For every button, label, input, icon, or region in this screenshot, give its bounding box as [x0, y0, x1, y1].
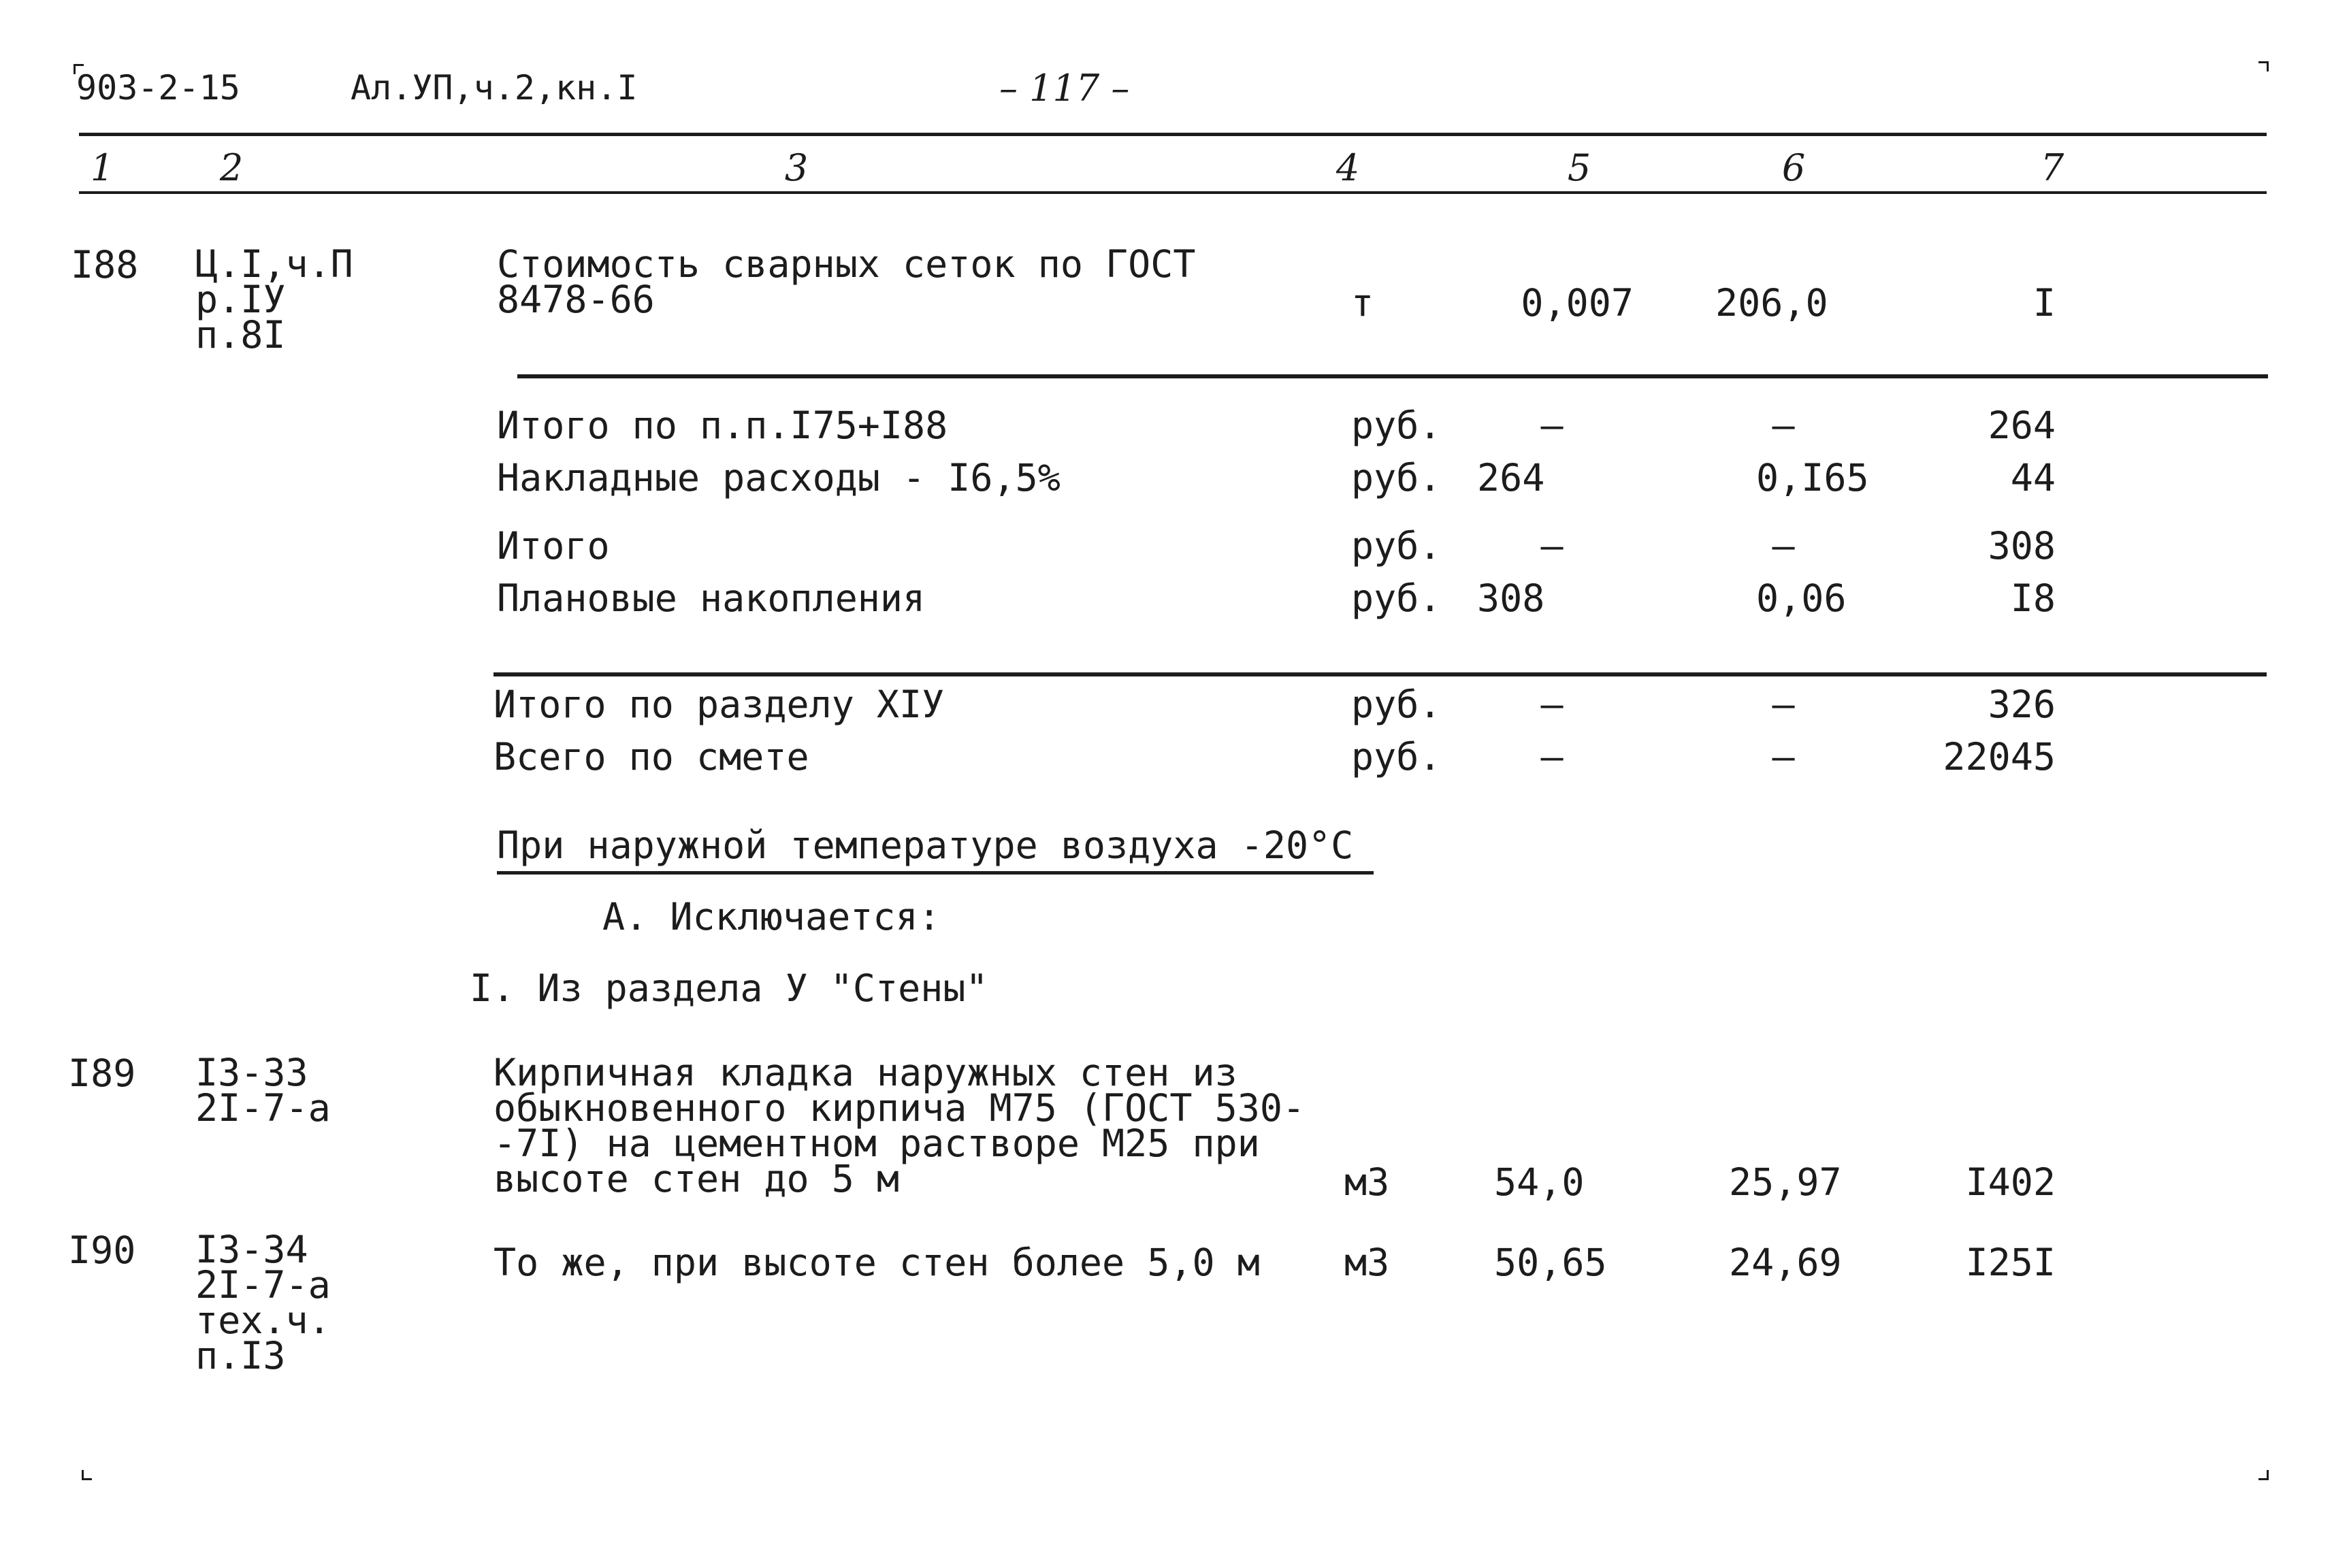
- summary-unit: руб.: [1351, 456, 1442, 500]
- column-header-1: 1: [90, 146, 114, 189]
- item-price-188: 206,0: [1715, 281, 1828, 325]
- summary-rate: –: [1772, 735, 1795, 779]
- code-line: тех.ч.: [195, 1298, 331, 1342]
- summary-total: I8: [2010, 576, 2056, 620]
- item-total-189: I402: [1965, 1160, 2056, 1204]
- summary-total: 22045: [1943, 735, 2056, 779]
- code-line: I3-33: [195, 1051, 308, 1094]
- summary-base: –: [1540, 524, 1564, 568]
- table-top-rule: [79, 133, 2267, 136]
- column-header-5: 5: [1567, 146, 1591, 189]
- summary-base: 264: [1477, 456, 1545, 500]
- summary-unit: руб.: [1351, 576, 1442, 620]
- code-line: п.I3: [195, 1334, 286, 1377]
- corner-mark-top-left: [74, 64, 84, 74]
- item-number-189: I89: [68, 1051, 136, 1095]
- description-line: -7I) на цементном растворе М25 при: [493, 1122, 1260, 1165]
- corner-mark-bottom-left: [82, 1470, 92, 1480]
- summary-unit: руб.: [1351, 524, 1442, 568]
- description-line: 8478-66: [497, 278, 655, 321]
- temperature-heading: При наружной температуре воздуха -20°С: [497, 827, 1374, 875]
- code-line: п.8I: [195, 313, 286, 357]
- document-number: 903-2-15: [76, 68, 240, 108]
- code-line: 2I-7-а: [195, 1263, 331, 1307]
- table-header-rule: [79, 191, 2267, 194]
- item-unit-190: м3: [1344, 1241, 1390, 1284]
- column-header-6: 6: [1781, 146, 1806, 189]
- summary-base: 308: [1477, 576, 1545, 620]
- item-code-188: [195, 242, 353, 357]
- summary-rate: –: [1772, 683, 1795, 726]
- summary-total: 264: [1988, 404, 2056, 447]
- subtotal-rule-1: [517, 374, 2268, 378]
- item-unit-188: т: [1351, 281, 1374, 325]
- summary-base: –: [1540, 735, 1564, 779]
- summary-total: 44: [2010, 456, 2056, 500]
- description-line: обыкновенного кирпича М75 (ГОСТ 530-: [493, 1086, 1306, 1130]
- description-line: Стоимость сварных сеток по ГОСТ: [497, 242, 1196, 286]
- item-unit-189: м3: [1344, 1160, 1390, 1204]
- item-total-188: I: [2033, 281, 2056, 325]
- summary-unit: руб.: [1351, 735, 1442, 779]
- item-quantity-190: 50,65: [1494, 1241, 1607, 1284]
- summary-base: –: [1540, 683, 1564, 726]
- page-number-wrapper: – 117 –: [999, 67, 1130, 110]
- item-total-190: I25I: [1965, 1241, 2056, 1284]
- item-price-190: 24,69: [1729, 1241, 1842, 1284]
- summary-label: Всего по смете: [493, 735, 809, 779]
- item-code-190: [195, 1228, 331, 1377]
- section-heading: I. Из раздела У "Стены": [470, 966, 988, 1010]
- item-description-189: [493, 1051, 1306, 1200]
- excluded-heading: А. Исключается:: [602, 895, 941, 938]
- column-header-2: 2: [219, 146, 244, 189]
- summary-rate: –: [1772, 404, 1795, 447]
- code-line: I3-34: [195, 1228, 308, 1271]
- item-description-188: [497, 242, 1196, 321]
- summary-label: Плановые накопления: [497, 576, 926, 620]
- item-quantity-189: 54,0: [1494, 1160, 1585, 1204]
- summary-label: Итого по разделу XIУ: [493, 683, 945, 726]
- corner-mark-bottom-right: [2258, 1470, 2269, 1480]
- corner-mark-top-right: [2258, 61, 2269, 71]
- summary-label: Итого: [497, 524, 610, 568]
- subtotal-rule-2: [493, 672, 2267, 676]
- description-line: Кирпичная кладка наружных стен из: [493, 1051, 1237, 1094]
- item-description-190: То же, при высоте стен более 5,0 м: [493, 1241, 1260, 1284]
- column-header-4: 4: [1335, 146, 1360, 189]
- summary-rate: –: [1772, 524, 1795, 568]
- summary-unit: руб.: [1351, 404, 1442, 447]
- page-number: 117: [1029, 67, 1100, 110]
- description-line: высоте стен до 5 м: [493, 1157, 900, 1200]
- item-code-189: [195, 1051, 331, 1130]
- summary-base: –: [1540, 404, 1564, 447]
- item-quantity-188: 0,007: [1521, 281, 1634, 325]
- code-line: 2I-7-а: [195, 1086, 331, 1130]
- summary-total: 308: [1988, 524, 2056, 568]
- item-number-190: I90: [68, 1228, 136, 1272]
- item-price-189: 25,97: [1729, 1160, 1842, 1204]
- summary-total: 326: [1988, 683, 2056, 726]
- code-line: Ц.I,ч.П: [195, 242, 353, 286]
- summary-rate: 0,I65: [1756, 456, 1869, 500]
- code-line: р.IУ: [195, 278, 286, 321]
- album-reference: Ал.УП,ч.2,кн.I: [351, 68, 638, 108]
- summary-label: Накладные расходы - I6,5%: [497, 456, 1060, 500]
- item-number-188: I88: [71, 243, 139, 287]
- column-header-3: 3: [784, 146, 809, 189]
- summary-unit: руб.: [1351, 683, 1442, 726]
- column-header-7: 7: [2040, 146, 2064, 189]
- summary-rate: 0,06: [1756, 576, 1847, 620]
- summary-label: Итого по п.п.I75+I88: [497, 404, 948, 447]
